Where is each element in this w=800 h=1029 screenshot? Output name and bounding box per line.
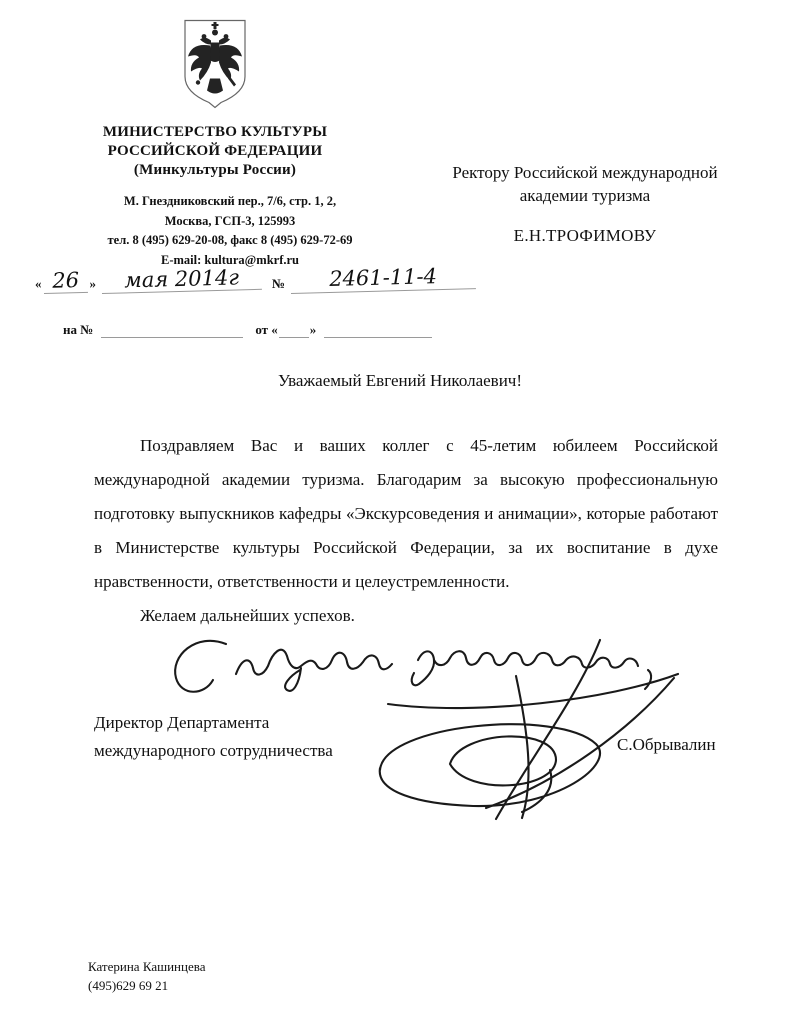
executor-contact-block <box>88 958 205 995</box>
recipient-line: Ректору Российской международной <box>452 163 718 182</box>
address-line: Москва, ГСП-3, 125993 <box>164 213 296 228</box>
reply-from-label: от « <box>255 322 278 337</box>
coat-of-arms-icon <box>180 16 250 112</box>
ministry-line: (Минкультуры России) <box>133 162 297 178</box>
address-line: М. Гнездниковский пер., 7/6, стр. 1, 2, <box>123 194 337 208</box>
reply-reference-line <box>63 321 432 338</box>
number-sign: № <box>272 276 286 291</box>
reply-prefix: на № <box>63 322 94 337</box>
address-line: тел. 8 (495) 629-20-08, факс 8 (495) 629-72-69 <box>107 233 353 247</box>
reply-number-blank <box>101 321 243 338</box>
handwritten-month-year: мая 2014г <box>101 265 262 294</box>
ministry-address-block <box>40 192 420 270</box>
salutation: Уважаемый Евгений Николаевич! <box>277 371 523 390</box>
handwritten-outgoing-number: 2461-11-4 <box>290 263 476 294</box>
reply-close-quote: » <box>309 322 317 337</box>
address-line: E-mail: kultura@mkrf.ru <box>160 252 299 267</box>
signer-title-block <box>94 709 333 765</box>
open-quote: « <box>35 276 42 291</box>
executor-name: Катерина Кашинцева <box>88 959 206 974</box>
letter-body <box>94 429 718 633</box>
ministry-line: МИНИСТЕРСТВО КУЛЬТУРЫ <box>102 124 328 140</box>
recipient-line: академии туризма <box>519 186 651 205</box>
close-quote: » <box>89 276 96 291</box>
ministry-name-block <box>55 123 375 180</box>
signer-name: С.Обрывалин <box>617 735 716 754</box>
reply-date-blank <box>279 321 309 338</box>
signer-title-line: международного сотрудничества <box>94 741 333 760</box>
handwritten-day: 26 <box>43 268 88 294</box>
recipient-block <box>415 161 755 247</box>
date-number-line <box>35 264 476 294</box>
signer-title-line: Директор Департамента <box>94 713 270 732</box>
recipient-name: Е.Н.ТРОФИМОВУ <box>513 226 657 245</box>
ministry-line: РОССИЙСКОЙ ФЕДЕРАЦИИ <box>107 143 323 159</box>
executor-phone: (495)629 69 21 <box>88 977 169 993</box>
body-paragraph: Поздравляем Вас и ваших коллег с 45-летим юбилеем Российской международной академии туризма. Благодарим за высокую профессиональную подготовку выпускников кафедры «Экскурсоведения и анимации», которые работают в Министерстве культуры Российской Федерации, за их воспитание в духе нравственности, ответственности и целеустремленности. <box>94 436 718 591</box>
reply-year-blank <box>324 321 432 338</box>
body-paragraph: Желаем дальнейших успехов. <box>140 606 355 625</box>
